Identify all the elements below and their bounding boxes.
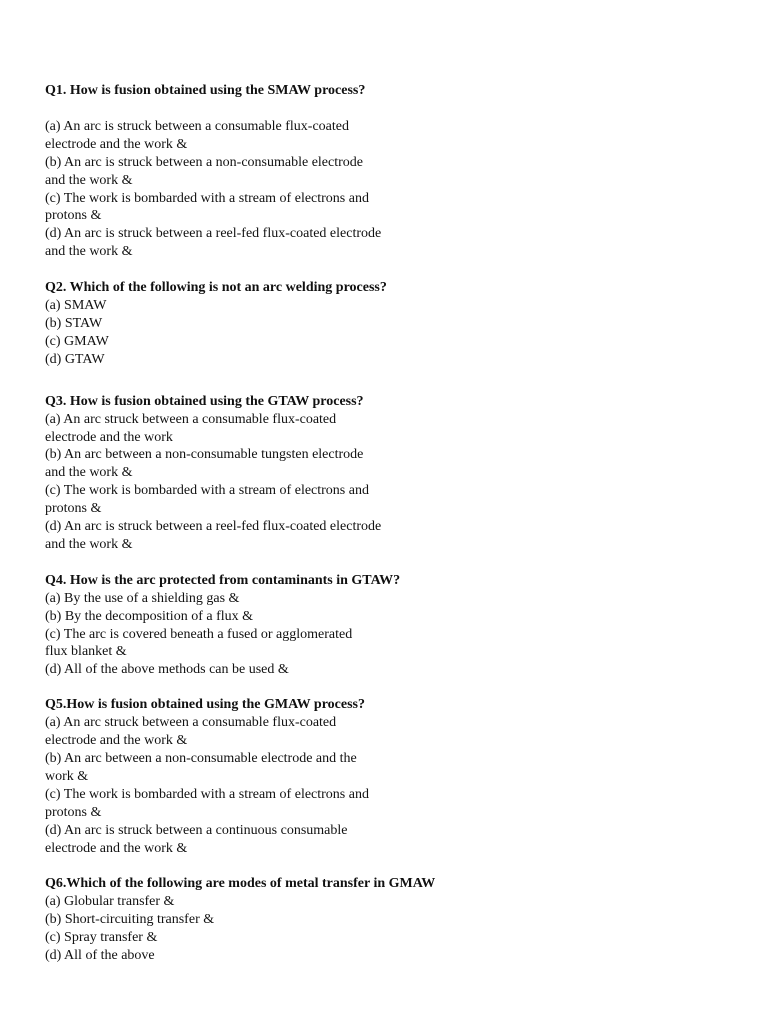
answer-line: protons & — [45, 208, 102, 224]
answer-line: (b) An arc between a non-consumable tungsten electrode — [45, 447, 364, 463]
answer-line: (b) By the decomposition of a flux & — [45, 608, 254, 624]
question-2 — [45, 279, 745, 369]
answer-line: (a) By the use of a shielding gas & — [45, 590, 240, 606]
answer-line: electrode and the work & — [45, 840, 188, 856]
answer-line: (a) An arc is struck between a consumable flux-coated — [45, 118, 349, 134]
answer-line: and the work & — [45, 536, 133, 552]
answer-line: and the work & — [45, 244, 133, 260]
document-page — [45, 82, 745, 965]
question-3 — [45, 393, 745, 554]
answer-line: (c) Spray transfer & — [45, 930, 158, 946]
answer-line: (a) Globular transfer & — [45, 894, 175, 910]
answer-line: (d) GTAW — [45, 351, 105, 367]
answer-line: electrode and the work & — [45, 136, 188, 152]
question-6 — [45, 875, 745, 965]
question-title: Q1. How is fusion obtained using the SMAW process? — [45, 83, 366, 98]
answer-line: (d) All of the above methods can be used & — [45, 662, 289, 678]
question-title: Q3. How is fusion obtained using the GTAW process? — [45, 393, 364, 409]
answer-line: (b) An arc is struck between a non-consumable electrode — [45, 154, 363, 170]
answer-line: (c) GMAW — [45, 333, 109, 349]
answer-line: (b) STAW — [45, 315, 103, 331]
answer-line: (d) All of the above — [45, 948, 155, 964]
question-title: Q2. Which of the following is not an arc welding process? — [45, 280, 387, 296]
question-5 — [45, 696, 745, 857]
answer-line: (b) An arc between a non-consumable electrode and the — [45, 751, 357, 766]
question-title: Q4. How is the arc protected from contaminants in GTAW? — [45, 572, 401, 588]
answer-line: and the work & — [45, 465, 133, 481]
answer-line: protons & — [45, 804, 102, 820]
answer-line: (c) The arc is covered beneath a fused or agglomerated — [45, 626, 353, 642]
answer-line: electrode and the work — [45, 429, 173, 445]
spacer — [45, 100, 745, 118]
question-title: Q5.How is fusion obtained using the GMAW process? — [45, 697, 365, 713]
answer-line: (a) An arc struck between a consumable flux-coated — [45, 411, 337, 427]
question-title: Q6.Which of the following are modes of metal transfer in GMAW — [45, 876, 436, 892]
answer-line: flux blanket & — [45, 644, 127, 660]
answer-line: protons & — [45, 501, 102, 517]
answer-line: (a) An arc struck between a consumable flux-coated — [45, 715, 337, 731]
answer-line: and the work & — [45, 172, 133, 188]
answer-line: (c) The work is bombarded with a stream of electrons and — [45, 786, 369, 802]
answer-line: (d) An arc is struck between a reel-fed flux-coated electrode — [45, 226, 382, 242]
question-4 — [45, 572, 745, 679]
answer-line: (b) Short-circuiting transfer & — [45, 912, 215, 928]
answer-line: (c) The work is bombarded with a stream of electrons and — [45, 483, 369, 499]
answer-line: work & — [45, 768, 89, 784]
answer-line: (d) An arc is struck between a continuous consumable — [45, 822, 348, 838]
answer-line: (c) The work is bombarded with a stream of electrons and — [45, 190, 369, 206]
question-1 — [45, 82, 745, 261]
answer-line: (a) SMAW — [45, 298, 107, 314]
answer-line: electrode and the work & — [45, 733, 188, 749]
answer-line: (d) An arc is struck between a reel-fed flux-coated electrode — [45, 519, 382, 535]
